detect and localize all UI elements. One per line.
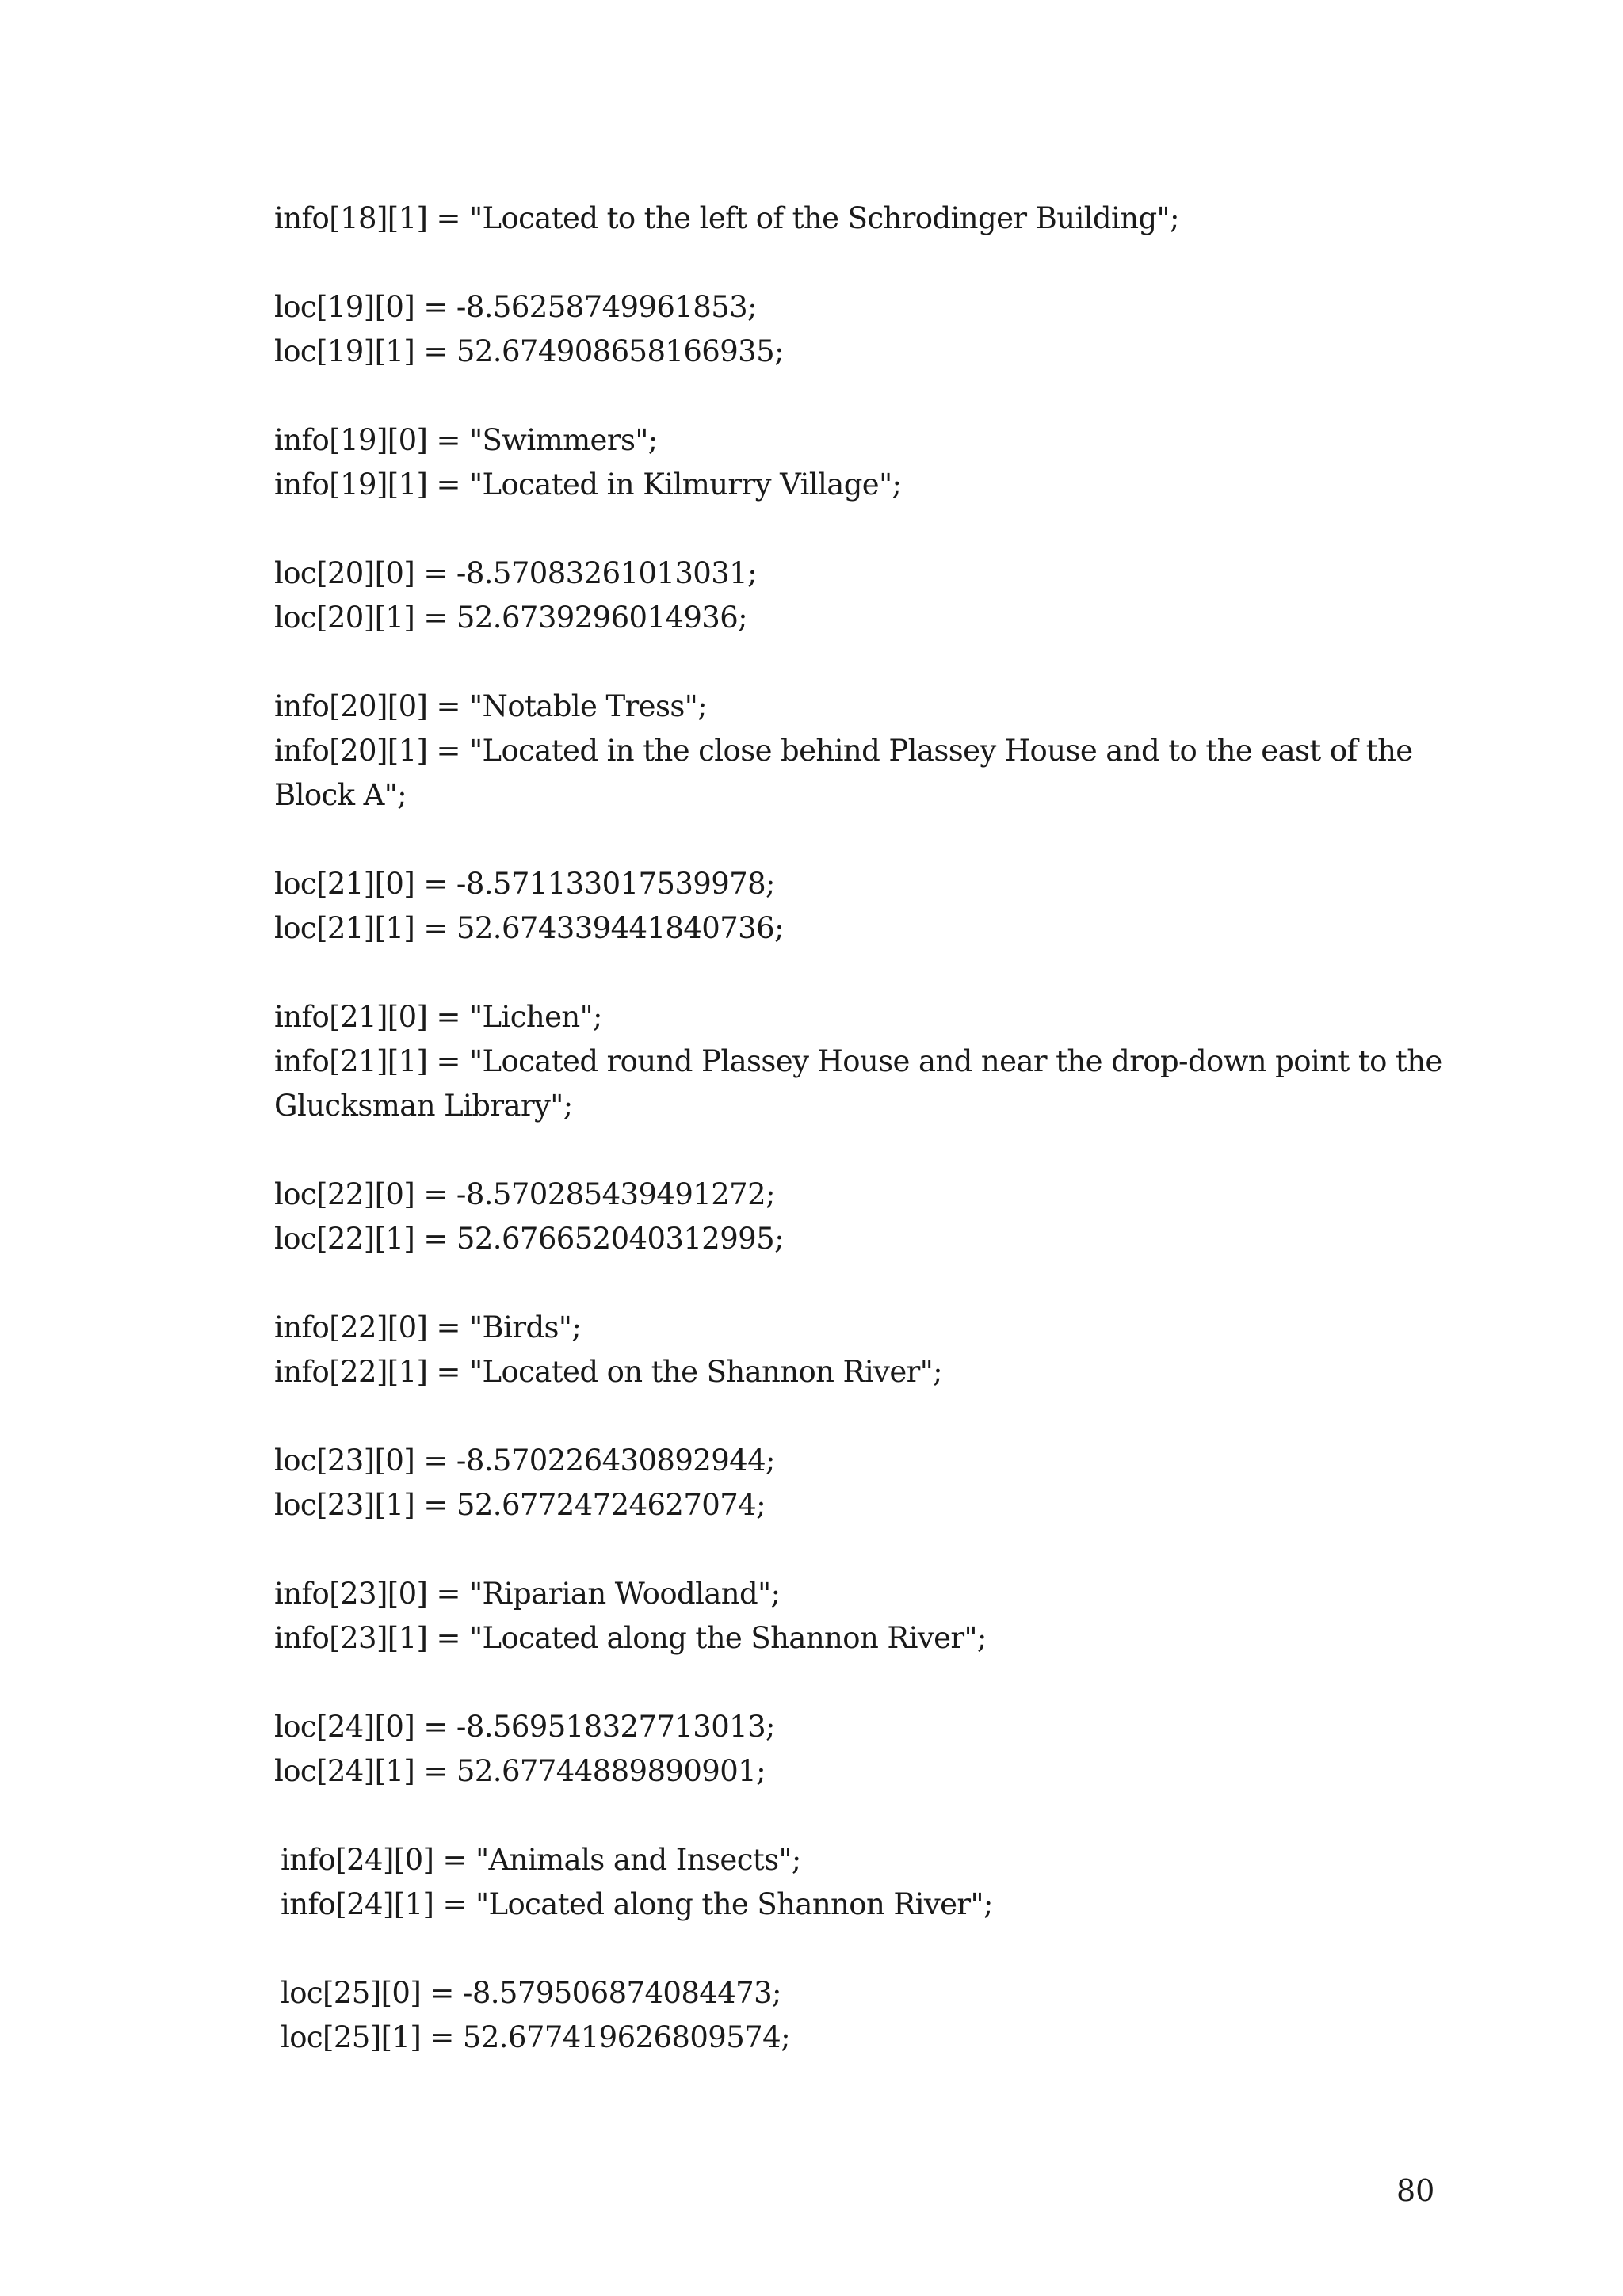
code-line: info[23][1] = "Located along the Shannon River"; — [274, 1621, 987, 1655]
code-line: info[21][1] = "Located round Plassey House and near the drop-down point to the — [274, 1044, 1442, 1078]
code-line: info[24][0] = "Animals and Insects"; — [281, 1843, 801, 1877]
code-line: info[18][1] = "Located to the left of the Schrodinger Building"; — [274, 201, 1179, 235]
blank-line — [0, 818, 1623, 862]
code-line: loc[24][0] = -8.569518327713013; — [274, 1710, 775, 1744]
blank-line — [0, 640, 1623, 685]
code-line: loc[25][0] = -8.579506874084473; — [281, 1976, 781, 2010]
blank-line — [0, 1261, 1623, 1306]
code-line: info[21][0] = "Lichen"; — [274, 1000, 602, 1034]
code-line: loc[21][0] = -8.571133017539978; — [274, 867, 775, 901]
blank-line — [0, 951, 1623, 995]
blank-line — [0, 1527, 1623, 1572]
code-line: Glucksman Library"; — [274, 1089, 573, 1123]
code-line: info[19][0] = "Swimmers"; — [274, 423, 658, 457]
code-line: Block A"; — [274, 778, 407, 812]
blank-line — [0, 507, 1623, 551]
code-line: loc[25][1] = 52.677419626809574; — [281, 2020, 790, 2054]
code-line: info[22][0] = "Birds"; — [274, 1310, 582, 1344]
blank-line — [0, 1394, 1623, 1439]
blank-line — [0, 374, 1623, 418]
code-line: info[24][1] = "Located along the Shannon River"; — [281, 1887, 993, 1921]
code-line: loc[22][1] = 52.676652040312995; — [274, 1222, 784, 1256]
code-line: info[22][1] = "Located on the Shannon River"; — [274, 1355, 943, 1389]
blank-line — [0, 241, 1623, 285]
code-line: info[19][1] = "Located in Kilmurry Village"; — [274, 467, 902, 502]
code-line: loc[19][0] = -8.56258749961853; — [274, 290, 757, 324]
code-line: info[20][0] = "Notable Tress"; — [274, 689, 708, 723]
code-line: loc[19][1] = 52.674908658166935; — [274, 334, 784, 368]
code-line: loc[23][1] = 52.67724724627074; — [274, 1488, 766, 1522]
code-line: loc[22][0] = -8.570285439491272; — [274, 1177, 775, 1211]
blank-line — [0, 1794, 1623, 1838]
blank-line — [0, 1128, 1623, 1173]
code-line: loc[20][1] = 52.6739296014936; — [274, 601, 748, 635]
blank-line — [0, 1661, 1623, 1705]
code-line: info[23][0] = "Riparian Woodland"; — [274, 1577, 781, 1611]
blank-line — [0, 1927, 1623, 1971]
code-line: loc[21][1] = 52.674339441840736; — [274, 911, 784, 945]
code-line: loc[23][0] = -8.570226430892944; — [274, 1444, 775, 1478]
page-number: 80 — [1396, 2173, 1435, 2208]
code-listing — [0, 196, 1623, 2060]
code-line: loc[24][1] = 52.67744889890901; — [274, 1754, 766, 1788]
code-line: loc[20][0] = -8.57083261013031; — [274, 556, 757, 590]
code-line: info[20][1] = "Located in the close behind Plassey House and to the east of the — [274, 734, 1413, 768]
